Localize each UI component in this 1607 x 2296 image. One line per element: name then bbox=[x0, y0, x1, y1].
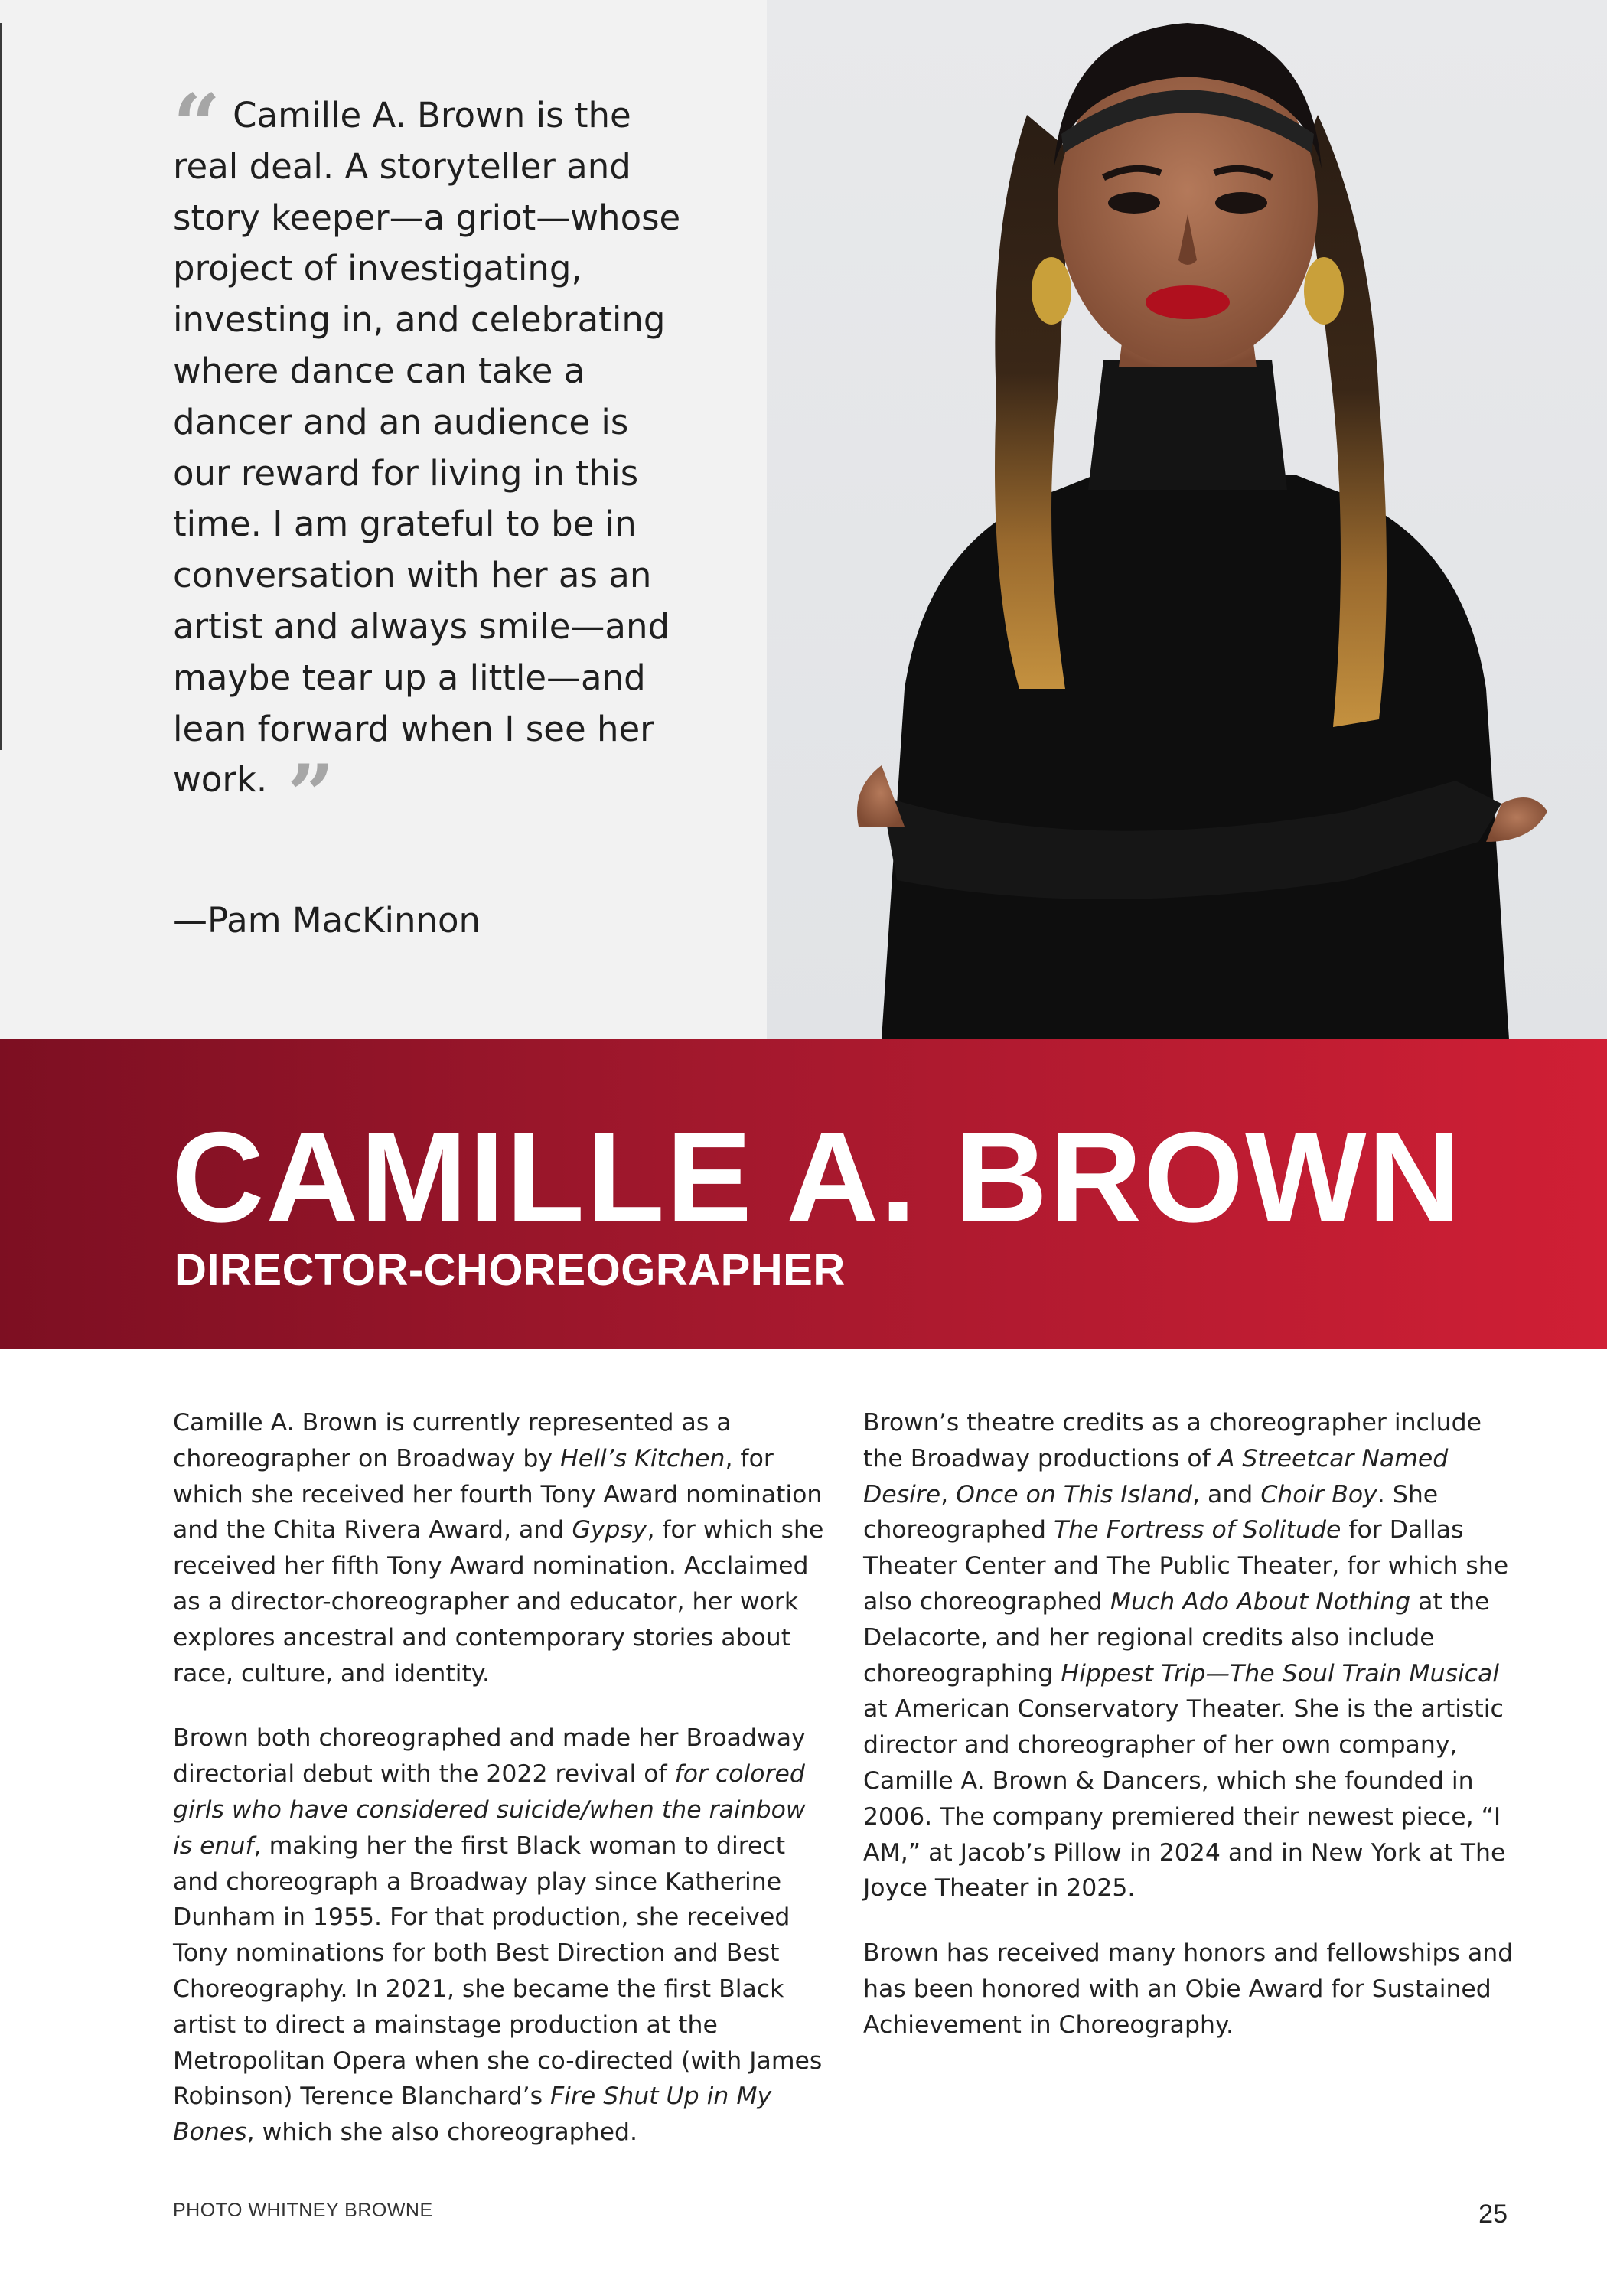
bio-text: , which she also choreographed. bbox=[246, 2118, 638, 2147]
close-quote-icon: ” bbox=[287, 747, 331, 844]
portrait-photo bbox=[767, 0, 1607, 1039]
bio-text: Brown’s theatre credits as a choreographer include the Broadway productions of bbox=[863, 1409, 1482, 1473]
italic-title: Once on This Island bbox=[956, 1480, 1192, 1508]
open-quote-icon: “ bbox=[173, 77, 217, 173]
bio-text: , making her the first Black woman to direct and choreograph a Broadway play since Katherine Dunham in 1955. For that production, she received Tony nominations for both Best Direction and Best Choreography. In 2021, she became the first Black artist to direct a mainstage production at the Metropolitan Opera when she co-directed (with James Robinson) Terence Blanchard’s bbox=[173, 1831, 823, 2111]
pull-quote-text: Camille A. Brown is the real deal. A storyteller and story keeper—a griot—whose project of investigating, investing in, and celebrating where dance can take a dancer and an audience is our reward for living in this time. I am grateful to be in conversation with her as an artist and always smile—and maybe tear up a little—and lean forward when I see her work. bbox=[173, 95, 681, 801]
italic-title: The Fortress of Solitude bbox=[1054, 1516, 1341, 1544]
portrait-illustration bbox=[767, 0, 1607, 1039]
italic-title: A Streetcar Named Desire bbox=[863, 1444, 1449, 1508]
bio-text: , for which she received her fourth Tony Award nomination and the Chita Rivera Award, and bbox=[173, 1444, 823, 1544]
title-banner bbox=[0, 1039, 1607, 1349]
bio-paragraph bbox=[863, 1936, 1521, 2043]
quote-panel bbox=[0, 0, 767, 1039]
bio-paragraph bbox=[863, 1405, 1521, 1906]
pull-quote bbox=[173, 77, 693, 844]
photo-credit: PHOTO WHITNEY BROWNE bbox=[173, 2200, 433, 2221]
bio-text: at the Delacorte, and her regional credits also include choreographing bbox=[863, 1587, 1490, 1688]
italic-title: Hell’s Kitchen bbox=[560, 1444, 725, 1473]
bio-text: Brown both choreographed and made her Broadway directorial debut with the 2022 revival of bbox=[173, 1724, 806, 1789]
italic-title: for colored girls who have considered suicide/when the rainbow is enuf bbox=[173, 1760, 806, 1860]
bio-text: . She choreographed bbox=[863, 1480, 1439, 1544]
bio-column-right bbox=[863, 1405, 1521, 2073]
bio-text: Brown has received many honors and fellowships and has been honored with an Obie Award for Sustained Achievement in Choreography. bbox=[863, 1939, 1514, 2039]
italic-title: Hippest Trip—The Soul Train Musical bbox=[1061, 1659, 1500, 1688]
bio-text: Camille A. Brown is currently represented as a choreographer on Broadway by bbox=[173, 1409, 732, 1473]
italic-title: Gypsy bbox=[572, 1516, 647, 1544]
quote-attribution: —Pam MacKinnon bbox=[173, 900, 481, 941]
bio-text: for Dallas Theater Center and The Public Theater, for which she also choreographed bbox=[863, 1516, 1509, 1616]
bio-text: , bbox=[940, 1480, 957, 1508]
italic-title: Choir Boy bbox=[1260, 1480, 1377, 1508]
bio-text: , and bbox=[1192, 1480, 1261, 1508]
italic-title: Much Ado About Nothing bbox=[1110, 1587, 1411, 1616]
page-number: 25 bbox=[1478, 2200, 1508, 2229]
artist-name: CAMILLE A. BROWN bbox=[171, 1105, 1462, 1249]
bio-column-left bbox=[173, 1405, 831, 2180]
italic-title: Fire Shut Up in My Bones bbox=[173, 2082, 772, 2147]
bio-text: , for which she received her fifth Tony Award nomination. Acclaimed as a director-choreographer and educator, her work explores ancestral and contemporary stories about race, culture, and identity. bbox=[173, 1516, 824, 1688]
bio-paragraph bbox=[173, 1405, 831, 1691]
left-rule-divider bbox=[0, 23, 2, 750]
bio-paragraph bbox=[173, 1720, 831, 2151]
artist-role: DIRECTOR-CHOREOGRAPHER bbox=[174, 1245, 846, 1295]
bio-text: at American Conservatory Theater. She is the artistic director and choreographer of her own company, Camille A. Brown & Dancers, which she founded in 2006. The company premiered their newest piece, “I AM,” at Jacob’s Pillow in 2024 and in New York at The Joyce Theater in 2025. bbox=[863, 1695, 1506, 1903]
